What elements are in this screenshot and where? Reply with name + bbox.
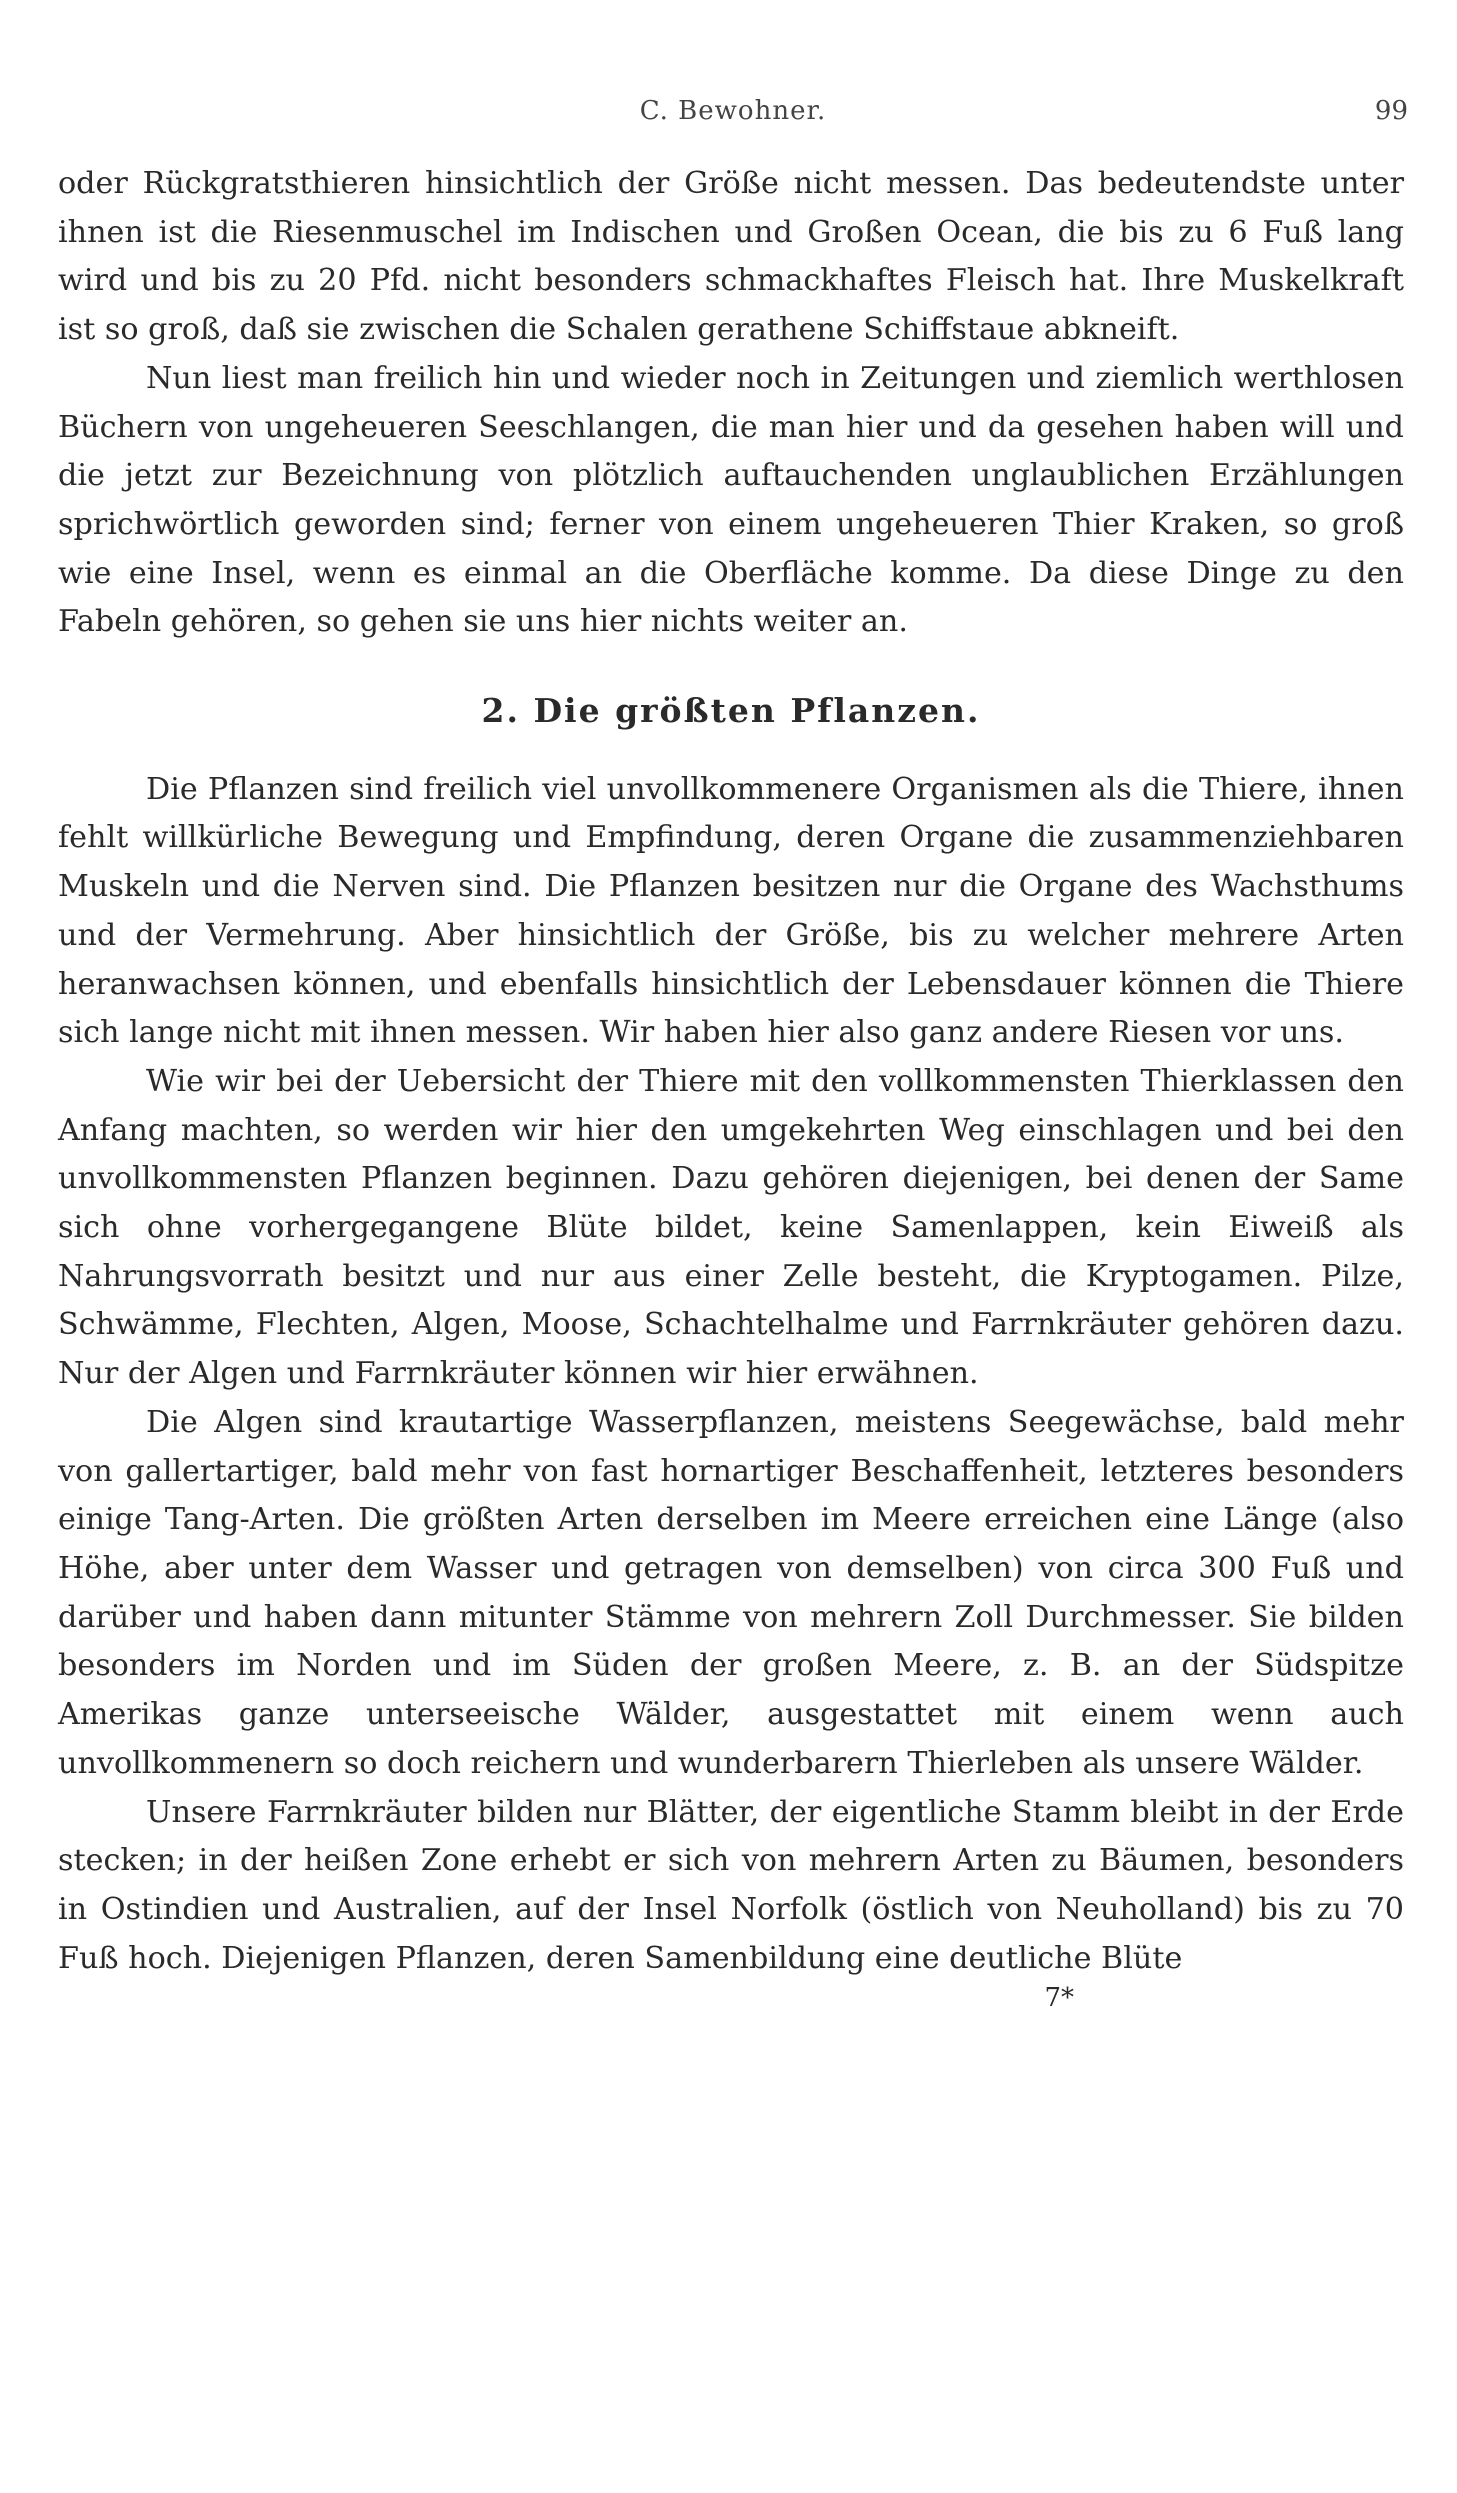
paragraph: Wie wir bei der Uebersicht der Thiere mit den vollkommensten Thierklassen den Anfang machten, so werden wir hier den umgekehrten Weg einschlagen und bei den unvollkommensten Pflanzen beginnen. Dazu gehören diejenigen, bei denen der Same sich ohne vorhergegangene Blüte bildet, keine Samenlappen, kein Eiweiß als Nahrungsvorrath besitzt und nur aus einer Zelle besteht, die Kryptogamen. Pilze, Schwämme, Flechten, Algen, Moose, Schachtelhalme und Farrnkräuter gehören dazu. Nur der Algen und Farrnkräuter können wir hier erwähnen. [58, 1063, 1404, 1392]
paragraph: Nun liest man freilich hin und wieder noch in Zeitungen und ziemlich werthlosen Büchern von ungeheueren Seeschlangen, die man hier und da gesehen haben will und die jetzt zur Bezeichnung von plötzlich auftauchenden unglaublichen Erzählungen sprichwörtlich geworden sind; ferner von einem ungeheueren Thier Kraken, so groß wie eine Insel, wenn es einmal an die Oberfläche komme. Da diese Dinge zu den Fabeln gehören, so gehen sie uns hier nichts weiter an. [58, 360, 1404, 640]
running-head-title: C. Bewohner. [639, 96, 827, 126]
paragraph: Die Algen sind krautartige Wasserpflanzen, meistens Seegewächse, bald mehr von gallertartiger, bald mehr von fast hornartiger Beschaffenheit, letzteres besonders einige Tang-Arten. Die größten Arten derselben im Meere erreichen eine Länge (also Höhe, aber unter dem Wasser und getragen von demselben) von circa 300 Fuß und darüber und haben dann mitunter Stämme von mehrern Zoll Durchmesser. Sie bilden besonders im Norden und im Süden der großen Meere, z. B. an der Südspitze Amerikas ganze unterseeische Wälder, ausgestattet mit einem wenn auch unvollkommenern so doch reichern und wunderbarern Thierleben als unsere Wälder. [58, 1404, 1404, 1781]
page-number: 99 [1374, 96, 1408, 126]
paragraph: Die Pflanzen sind freilich viel unvollkommenere Organismen als die Thiere, ihnen fehlt willkürliche Bewegung und Empfindung, deren Organe die zusammenziehbaren Muskeln und die Nerven sind. Die Pflanzen besitzen nur die Organe des Wachsthums und der Vermehrung. Aber hinsichtlich der Größe, bis zu welcher mehrere Arten heranwachsen können, und ebenfalls hinsichtlich der Lebensdauer können die Thiere sich lange nicht mit ihnen messen. Wir haben hier also ganz andere Riesen vor uns. [58, 771, 1404, 1051]
running-head [58, 96, 1408, 136]
paragraph: Unsere Farrnkräuter bilden nur Blätter, der eigentliche Stamm bleibt in der Erde stecken; in der heißen Zone erhebt er sich von mehrern Arten zu Bäumen, besonders in Ostindien und Australien, auf der Insel Norfolk (östlich von Neuholland) bis zu 70 Fuß hoch. Diejenigen Pflanzen, deren Samenbildung eine deutliche Blüte [58, 1794, 1404, 1976]
page-body [58, 160, 1404, 2013]
signature-mark: 7* [1044, 1983, 1074, 2014]
paragraph: oder Rückgratsthieren hinsichtlich der Größe nicht messen. Das bedeutendste unter ihnen ist die Riesenmuschel im Indischen und Großen Ocean, die bis zu 6 Fuß lang wird und bis zu 20 Pfd. nicht besonders schmackhaftes Fleisch hat. Ihre Muskelkraft ist so groß, daß sie zwischen die Schalen gerathene Schiffstaue abkneift. [58, 166, 1404, 348]
section-heading: 2. Die größten Pflanzen. [481, 691, 981, 731]
